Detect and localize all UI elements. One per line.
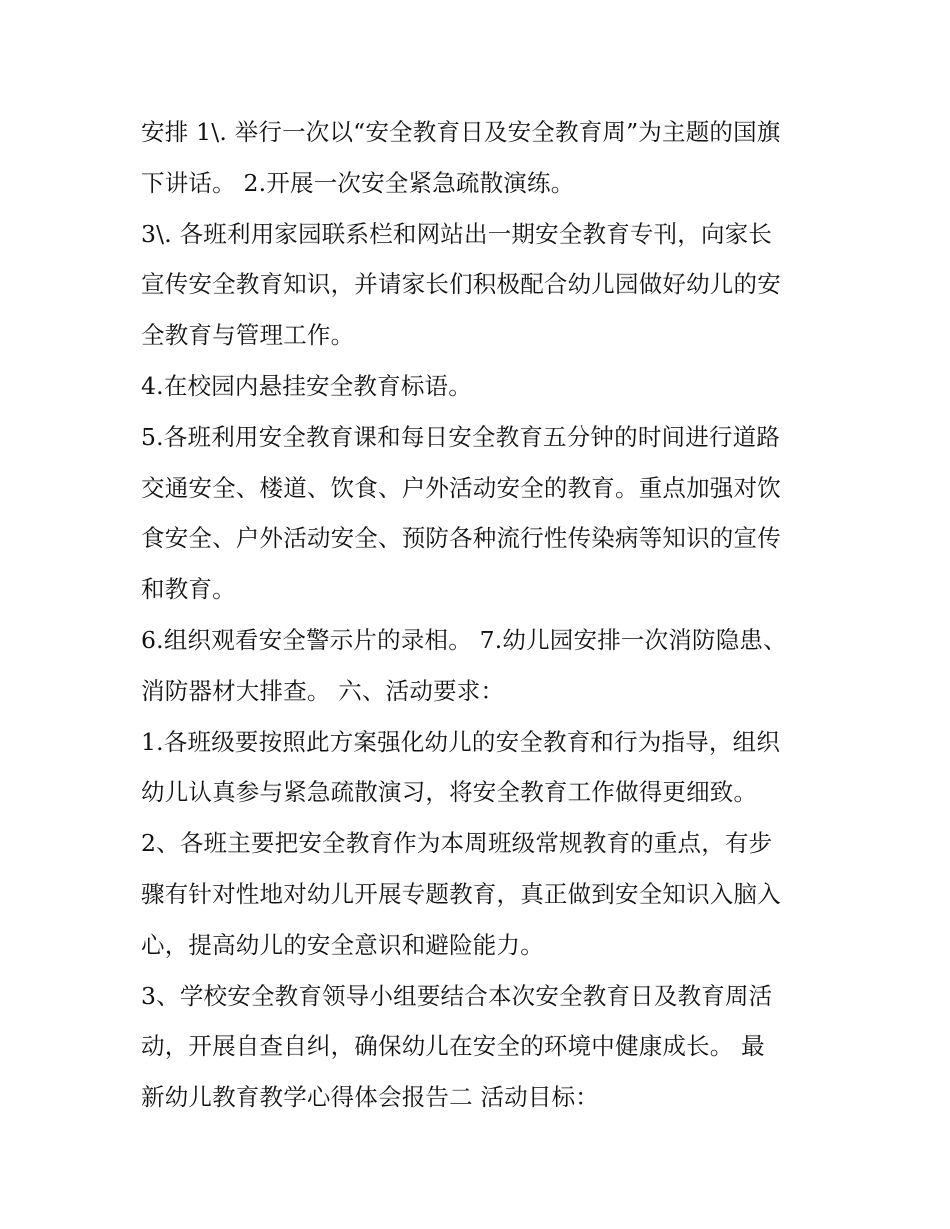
text-line: 骤有针对性地对幼儿开展专题教育，真正做到安全知识入脑入 <box>141 879 781 908</box>
text-line: 下讲话。 2.开展一次安全紧急疏散演练。 <box>141 168 575 197</box>
text-line: 和教育。 <box>141 575 236 604</box>
text-line: 5.各班利用安全教育课和每日安全教育五分钟的时间进行道路 <box>141 422 781 451</box>
text-line: 消防器材大排查。 六、活动要求： <box>141 676 505 705</box>
text-line: 全教育与管理工作。 <box>141 321 355 350</box>
document-body <box>141 107 821 1123</box>
text-line: 安排 1\. 举行一次以“安全教育日及安全教育周”为主题的国旗 <box>141 118 781 146</box>
text-line: 新幼儿教育教学心得体会报告二 活动目标： <box>141 1083 599 1112</box>
text-line: 宣传安全教育知识，并请家长们积极配合幼儿园做好幼儿的安 <box>141 270 781 299</box>
text-line: 心，提高幼儿的安全意识和避险能力。 <box>141 930 544 959</box>
text-line: 食安全、户外活动安全、预防各种流行性传染病等知识的宣传 <box>141 524 781 553</box>
text-line: 6.组织观看安全警示片的录相。 7.幼儿园安排一次消防隐患、 <box>141 625 787 654</box>
text-line: 4.在校园内悬挂安全教育标语。 <box>141 371 472 400</box>
text-line: 2、各班主要把安全教育作为本周班级常规教育的重点，有步 <box>141 829 773 858</box>
text-line: 3\. 各班利用家园联系栏和网站出一期安全教育专刊，向家长 <box>141 219 773 248</box>
text-line: 动，开展自查自纠，确保幼儿在安全的环境中健康成长。 最 <box>141 1032 765 1061</box>
text-line: 1.各班级要按照此方案强化幼儿的安全教育和行为指导，组织 <box>141 727 781 756</box>
text-line: 交通安全、楼道、饮食、户外活动安全的教育。重点加强对饮 <box>141 473 781 502</box>
text-line: 3、学校安全教育领导小组要结合本次安全教育日及教育周活 <box>141 981 773 1010</box>
text-line: 幼儿认真参与紧急疏散演习，将安全教育工作做得更细致。 <box>141 778 758 807</box>
